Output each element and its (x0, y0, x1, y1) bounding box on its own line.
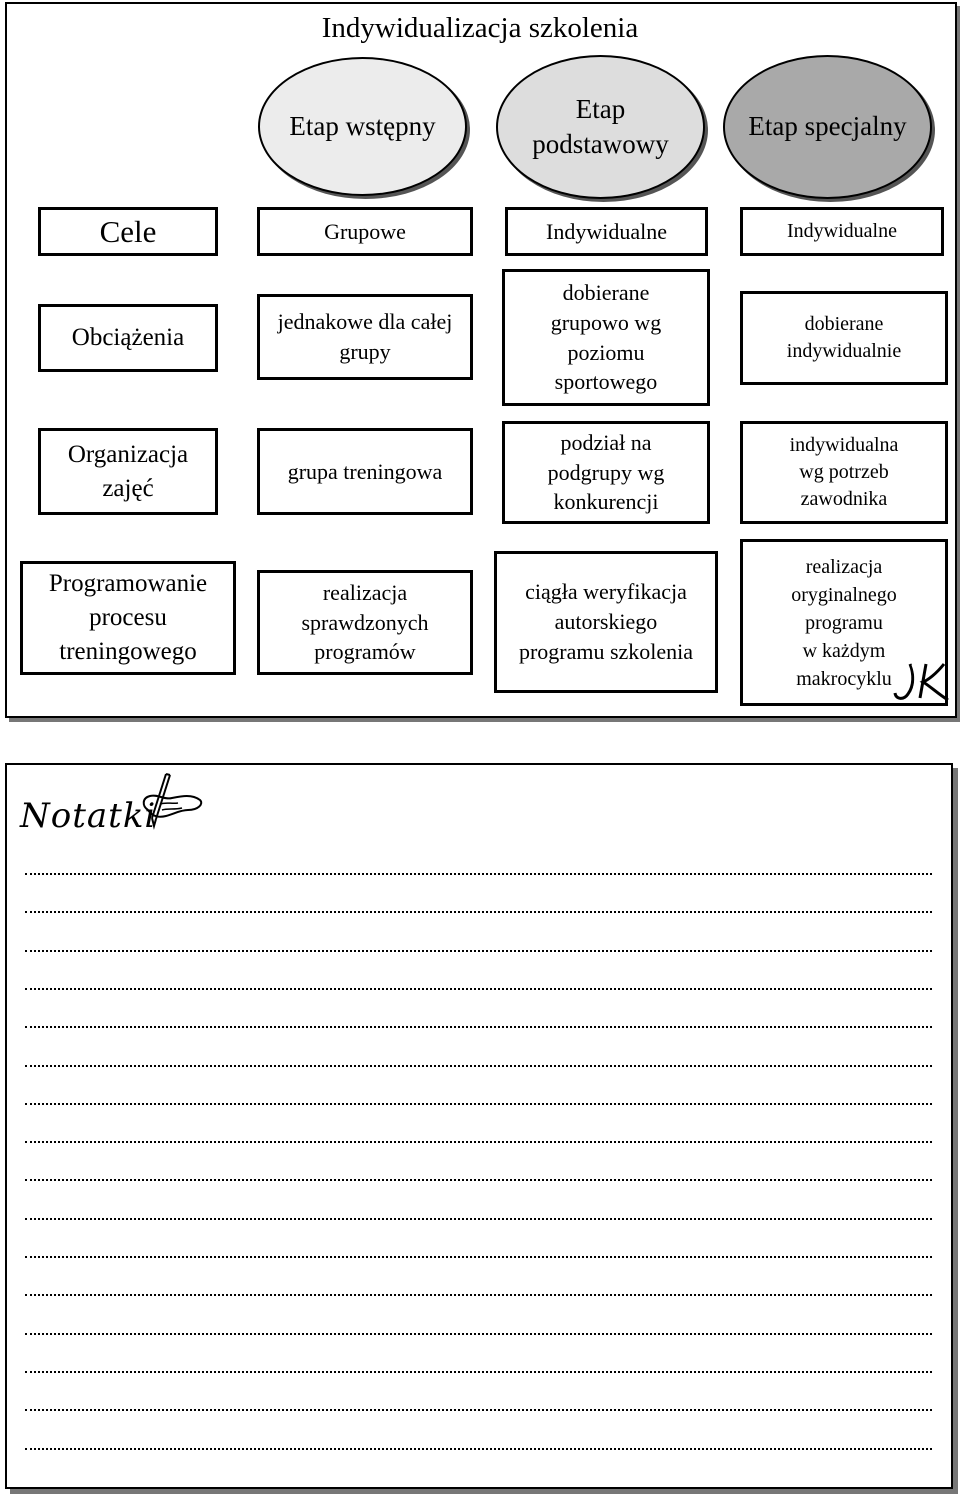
notes-dotted-line (25, 1103, 932, 1105)
cell-text: Indywidualne (787, 220, 897, 242)
row-label-text: Cele (99, 213, 157, 249)
notes-dotted-line (25, 1294, 932, 1296)
notes-dotted-line (25, 1448, 932, 1450)
notes-dotted-line (25, 1141, 932, 1143)
notes-dotted-line (25, 988, 932, 990)
notes-dotted-line (25, 1065, 932, 1067)
cell-text: Grupowe (324, 218, 406, 244)
stage-special (723, 55, 932, 199)
cell-loads-special (740, 291, 948, 385)
diagram-title: Indywidualizacja szkolenia (321, 12, 639, 44)
row-label-organization (38, 428, 218, 515)
stage-initial (258, 57, 467, 196)
row-label-text: Organizacja zajęć (67, 440, 189, 502)
stage-basic (496, 55, 705, 199)
cell-text: dobierane indywidualnie (786, 313, 902, 362)
cell-loads-initial (257, 294, 473, 380)
row-label-programming (20, 561, 236, 675)
cell-goals-basic (505, 207, 708, 256)
notes-dotted-line (25, 1026, 932, 1028)
notes-title: Notatki (20, 796, 157, 836)
notes-panel (5, 763, 953, 1489)
row-label-text: Programowanie procesu treningowego (48, 570, 208, 665)
cell-goals-special (740, 207, 944, 256)
stage-special-label: Etap specjalny (748, 111, 907, 142)
notes-dotted-line (25, 1333, 932, 1335)
notes-dotted-line (25, 1371, 932, 1373)
cell-goals-initial (257, 207, 473, 256)
jk-monogram-icon (892, 660, 952, 704)
notes-dotted-line (25, 1218, 932, 1220)
cell-text: podział na podgrupy wg konkurencji (547, 429, 665, 515)
cell-text: ciągła weryfikacja autorskiego programu szkolenia (518, 579, 694, 664)
cell-loads-basic (502, 269, 710, 406)
cell-programming-initial (257, 570, 473, 675)
cell-text: realizacja sprawdzonych programów (301, 579, 429, 665)
notes-dotted-line (25, 1179, 932, 1181)
notes-dotted-line (25, 1409, 932, 1411)
cell-text: indywidualna wg potrzeb zawodnika (789, 434, 899, 510)
stage-initial-label: Etap wstępny (289, 110, 436, 141)
cell-text: Indywidualne (546, 218, 667, 244)
cell-programming-basic (494, 551, 718, 693)
stage-basic-label: Etap podstawowy (532, 93, 669, 159)
notes-dotted-line (25, 1256, 932, 1258)
cell-text: grupa treningowa (287, 458, 443, 484)
notes-dotted-line (25, 873, 932, 875)
row-label-loads (38, 304, 218, 372)
pen-hand-icon (138, 770, 208, 832)
notes-dotted-line (25, 911, 932, 913)
notes-dotted-line (25, 950, 932, 952)
cell-text: realizacja oryginalnego programu w każdym makrocyklu (791, 555, 897, 690)
cell-organization-special (740, 421, 948, 524)
cell-text: jednakowe dla całej grupy (277, 309, 453, 364)
row-label-text: Obciążenia (71, 324, 185, 352)
cell-text: dobierane grupowo wg poziomu sportowego (550, 280, 662, 395)
row-label-goals (38, 207, 218, 256)
cell-organization-initial (257, 428, 473, 515)
cell-organization-basic (502, 421, 710, 524)
